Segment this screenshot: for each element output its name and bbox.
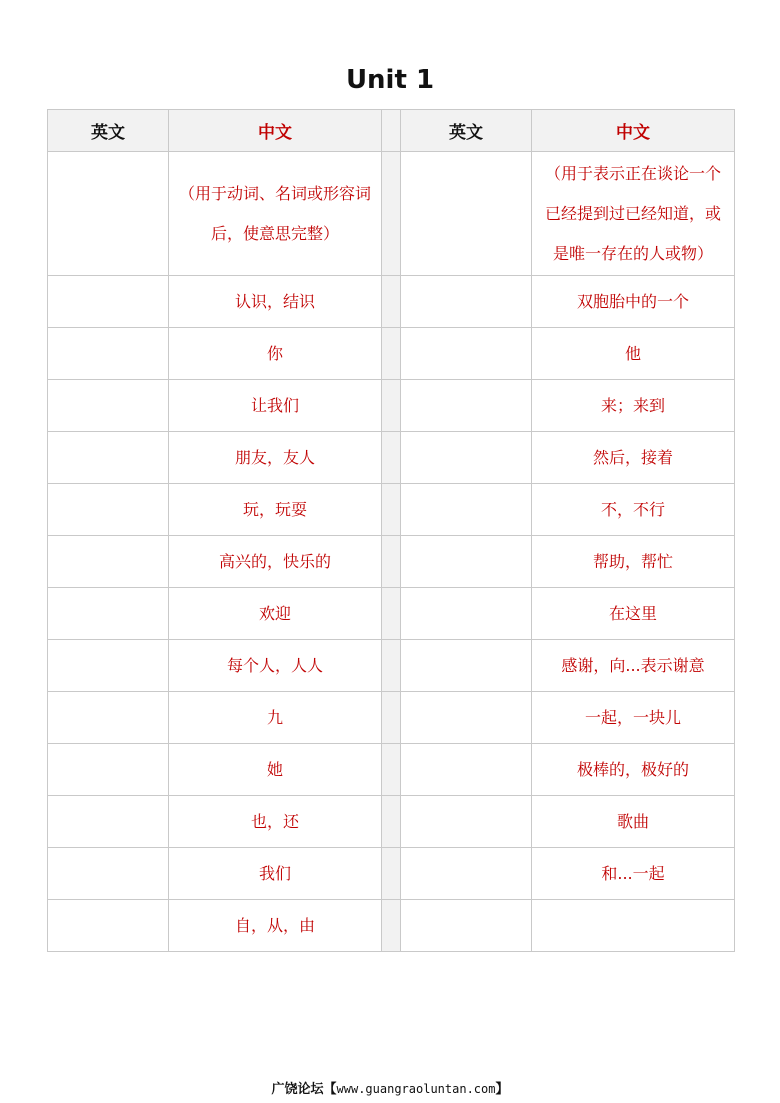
table-row xyxy=(48,276,735,328)
table-row xyxy=(48,692,735,744)
right-chinese-cell xyxy=(532,900,735,952)
table-row xyxy=(48,536,735,588)
right-chinese-cell: 来；来到 xyxy=(532,380,735,432)
left-english-cell[interactable] xyxy=(48,328,169,380)
left-chinese-cell: 玩，玩耍 xyxy=(169,484,382,536)
column-divider xyxy=(382,484,401,536)
right-chinese-cell: 感谢，向...表示谢意 xyxy=(532,640,735,692)
column-divider xyxy=(382,640,401,692)
column-divider xyxy=(382,152,401,276)
right-english-header: 英文 xyxy=(401,110,532,152)
left-chinese-cell: 每个人，人人 xyxy=(169,640,382,692)
right-english-cell[interactable] xyxy=(401,848,532,900)
right-english-cell[interactable] xyxy=(401,380,532,432)
left-english-cell[interactable] xyxy=(48,588,169,640)
footer-site-name: 广饶论坛 xyxy=(271,1082,324,1097)
table-row xyxy=(48,744,735,796)
left-chinese-cell: （用于动词、名词或形容词后，使意思完整） xyxy=(169,152,382,276)
left-english-cell[interactable] xyxy=(48,796,169,848)
page-footer xyxy=(0,1078,780,1097)
column-divider xyxy=(382,588,401,640)
right-english-cell[interactable] xyxy=(401,328,532,380)
table-row xyxy=(48,796,735,848)
right-english-cell[interactable] xyxy=(401,640,532,692)
column-divider xyxy=(382,796,401,848)
page-title: Unit 1 xyxy=(345,65,435,95)
left-chinese-cell: 自，从，由 xyxy=(169,900,382,952)
left-chinese-cell: 让我们 xyxy=(169,380,382,432)
left-chinese-cell: 高兴的，快乐的 xyxy=(169,536,382,588)
left-chinese-cell: 欢迎 xyxy=(169,588,382,640)
left-english-cell[interactable] xyxy=(48,640,169,692)
right-chinese-cell: 在这里 xyxy=(532,588,735,640)
left-english-cell[interactable] xyxy=(48,848,169,900)
left-chinese-cell: 九 xyxy=(169,692,382,744)
table-row xyxy=(48,484,735,536)
column-divider xyxy=(382,744,401,796)
left-chinese-cell: 她 xyxy=(169,744,382,796)
left-english-cell[interactable] xyxy=(48,900,169,952)
table-row xyxy=(48,900,735,952)
right-english-cell[interactable] xyxy=(401,536,532,588)
left-chinese-cell: 你 xyxy=(169,328,382,380)
table-row xyxy=(48,588,735,640)
column-divider xyxy=(382,328,401,380)
right-chinese-header: 中文 xyxy=(532,110,735,152)
column-divider xyxy=(382,110,401,152)
table-row xyxy=(48,432,735,484)
right-chinese-cell: 他 xyxy=(532,328,735,380)
right-chinese-cell: 一起，一块儿 xyxy=(532,692,735,744)
left-english-cell[interactable] xyxy=(48,152,169,276)
right-english-cell[interactable] xyxy=(401,432,532,484)
left-english-cell[interactable] xyxy=(48,692,169,744)
left-chinese-cell: 朋友，友人 xyxy=(169,432,382,484)
right-chinese-cell: 不，不行 xyxy=(532,484,735,536)
right-english-cell[interactable] xyxy=(401,744,532,796)
left-english-header: 英文 xyxy=(48,110,169,152)
right-english-cell[interactable] xyxy=(401,588,532,640)
right-chinese-cell: 帮助，帮忙 xyxy=(532,536,735,588)
right-chinese-cell: 和...一起 xyxy=(532,848,735,900)
column-divider xyxy=(382,900,401,952)
column-divider xyxy=(382,692,401,744)
table-header-row xyxy=(48,110,735,152)
column-divider xyxy=(382,536,401,588)
footer-bracket-open: 【 xyxy=(323,1082,337,1097)
column-divider xyxy=(382,432,401,484)
right-chinese-cell: 歌曲 xyxy=(532,796,735,848)
right-english-cell[interactable] xyxy=(401,692,532,744)
vocabulary-table xyxy=(47,109,735,952)
right-english-cell[interactable] xyxy=(401,484,532,536)
left-english-cell[interactable] xyxy=(48,380,169,432)
right-chinese-cell: （用于表示正在谈论一个已经提到过已经知道，或是唯一存在的人或物） xyxy=(532,152,735,276)
left-chinese-cell: 我们 xyxy=(169,848,382,900)
left-english-cell[interactable] xyxy=(48,744,169,796)
left-english-cell[interactable] xyxy=(48,484,169,536)
footer-bracket-close: 】 xyxy=(495,1082,509,1097)
column-divider xyxy=(382,380,401,432)
left-english-cell[interactable] xyxy=(48,432,169,484)
right-english-cell[interactable] xyxy=(401,152,532,276)
table-row xyxy=(48,640,735,692)
right-chinese-cell: 然后，接着 xyxy=(532,432,735,484)
left-chinese-header: 中文 xyxy=(169,110,382,152)
left-chinese-cell: 也，还 xyxy=(169,796,382,848)
left-english-cell[interactable] xyxy=(48,276,169,328)
right-english-cell[interactable] xyxy=(401,900,532,952)
footer-url-link[interactable]: www.guangraoluntan.com xyxy=(336,1082,496,1096)
table-row xyxy=(48,152,735,276)
right-english-cell[interactable] xyxy=(401,276,532,328)
left-chinese-cell: 认识，结识 xyxy=(169,276,382,328)
right-chinese-cell: 极棒的，极好的 xyxy=(532,744,735,796)
column-divider xyxy=(382,276,401,328)
left-english-cell[interactable] xyxy=(48,536,169,588)
table-row xyxy=(48,848,735,900)
right-english-cell[interactable] xyxy=(401,796,532,848)
column-divider xyxy=(382,848,401,900)
right-chinese-cell: 双胞胎中的一个 xyxy=(532,276,735,328)
table-row xyxy=(48,328,735,380)
table-row xyxy=(48,380,735,432)
